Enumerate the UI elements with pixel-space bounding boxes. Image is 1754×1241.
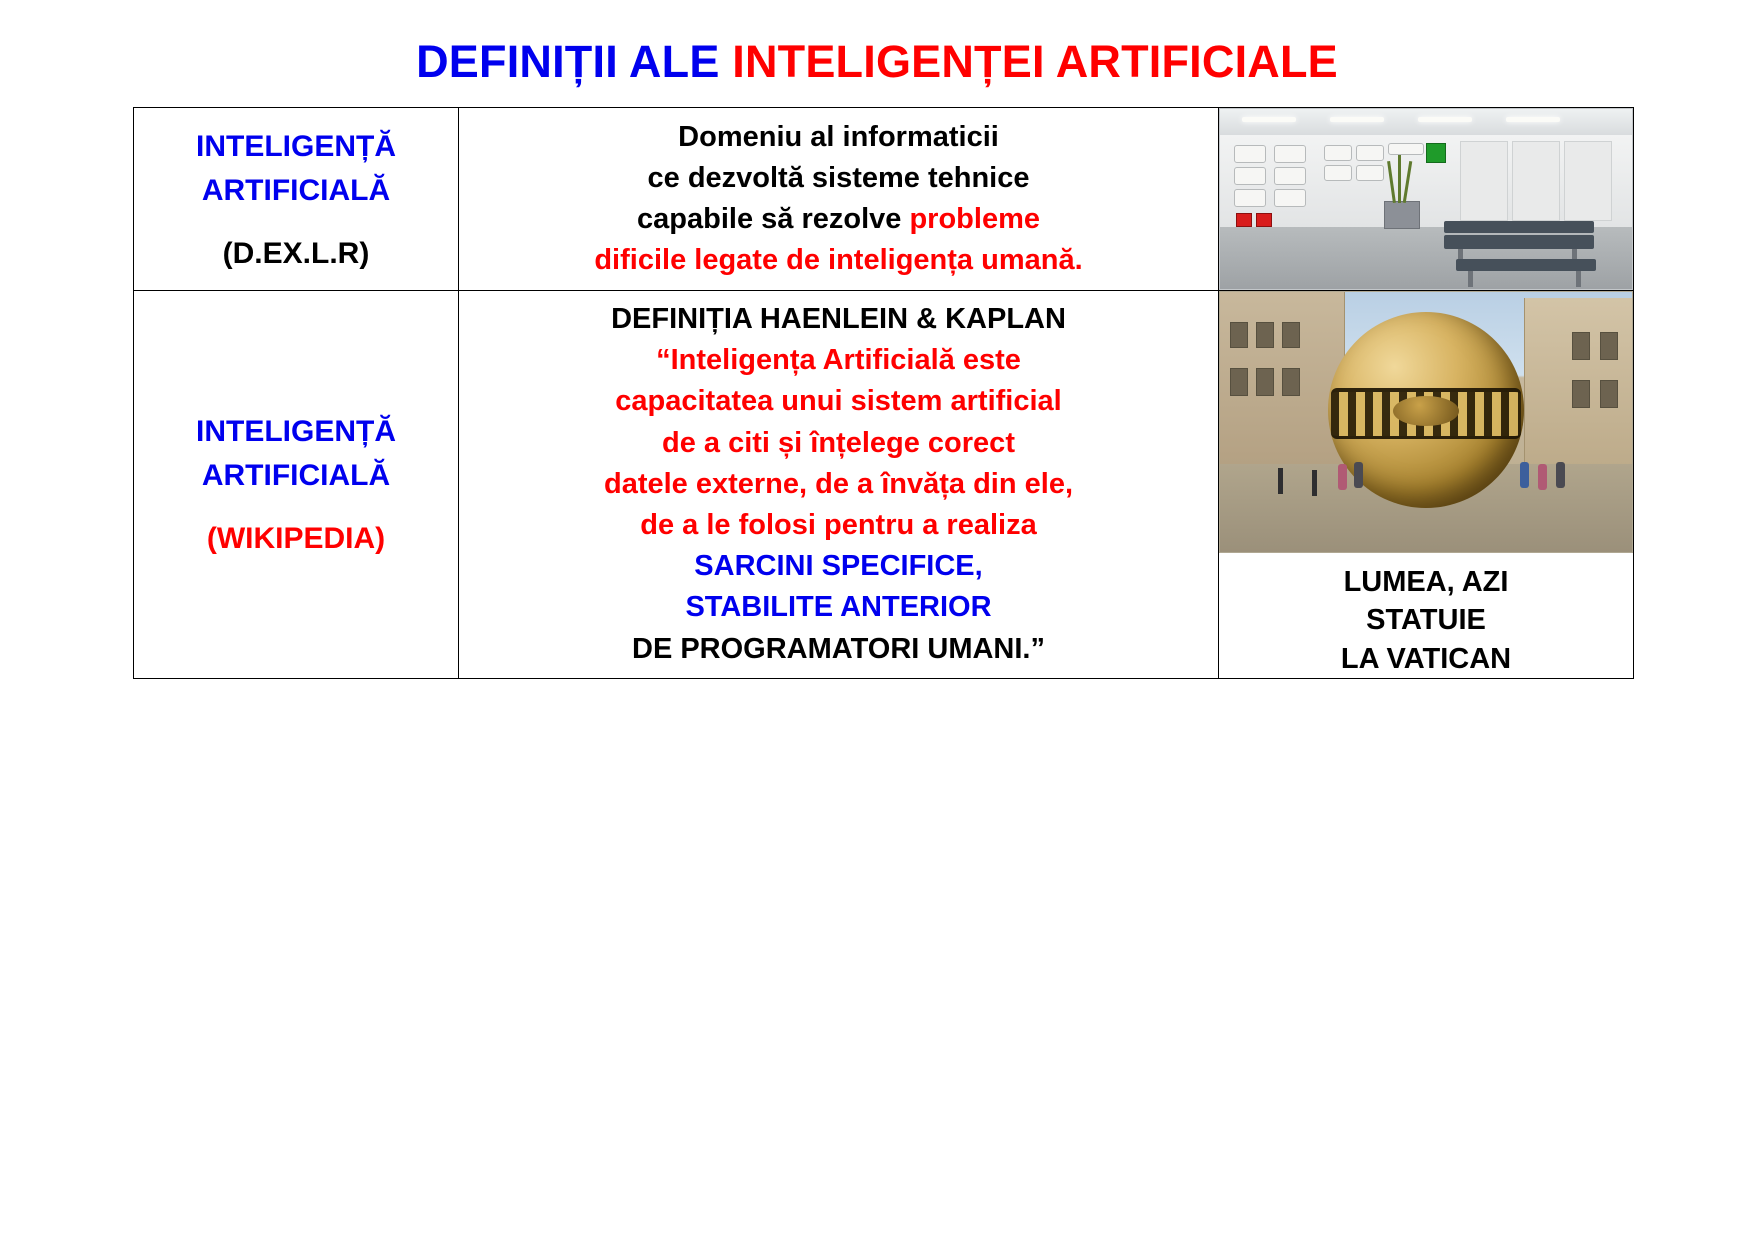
visitor [1556,462,1565,488]
window [1230,368,1248,396]
term-source: (D.EX.L.R) [222,237,370,270]
visitor [1520,462,1529,488]
definition-line: DE PROGRAMATORI UMANI.” [632,632,1045,665]
wall-panel [1460,141,1508,221]
wall-label [1388,143,1424,155]
red-sign [1256,213,1272,227]
term-cell-dexlr [134,108,459,291]
window [1282,322,1300,348]
table-row [134,291,1634,679]
visitor [1538,464,1547,490]
media-caption [1219,563,1633,678]
definition-line: dificile legate de inteligența umană. [594,244,1083,277]
ceiling-light [1506,117,1560,122]
page-title-part1: DEFINIȚII ALE [416,36,733,87]
visitor [1354,462,1363,488]
definition-cell-dexlr [459,108,1219,291]
plant-leaf [1398,155,1401,203]
window [1572,332,1590,360]
window [1600,380,1618,408]
definition-line: STABILITE ANTERIOR [685,591,992,624]
ceiling-light [1418,117,1472,122]
definition-line: de a citi și înțelege corect [662,426,1015,459]
bollard [1312,470,1317,496]
planter [1384,201,1420,229]
definition-cell-wikipedia [459,291,1219,679]
window [1572,380,1590,408]
media-cell-hall [1219,108,1634,291]
page-title [0,36,1754,88]
wall-sign [1274,145,1306,163]
wall-sign [1356,165,1384,181]
ceiling [1220,109,1632,136]
seat-row [1456,259,1596,271]
definition-line: “Inteligența Artificială este [656,344,1021,377]
seat-leg [1468,271,1473,287]
window [1282,368,1300,396]
wall-sign [1324,165,1352,181]
definition-line: ce dezvoltă sisteme tehnice [647,161,1030,194]
ceiling-light [1242,117,1296,122]
definition-line: capacitatea unui sistem artificial [615,385,1062,418]
wall-sign [1234,167,1266,185]
seat-backrest [1444,221,1594,233]
term-line-1: INTELIGENȚĂ [196,130,396,163]
window [1600,332,1618,360]
green-wall-marker [1426,143,1446,163]
inner-sphere [1393,396,1459,426]
visitor [1338,464,1347,490]
definition-line: Domeniu al informaticii [678,120,999,153]
caption-line-3: LA VATICAN [1340,642,1512,675]
table-row [134,108,1634,291]
vatican-sphere-within-sphere-statue-photo [1219,291,1633,553]
window [1230,322,1248,348]
definition-line [459,199,1218,240]
definition-line-head: capabile să rezolve [637,203,910,235]
wall-sign [1356,145,1384,161]
window [1256,368,1274,396]
media-cell-sphere [1219,291,1634,679]
wall-sign [1274,189,1306,207]
definition-line-tail: probleme [909,203,1040,235]
page-title-part2: INTELIGENȚEI ARTIFICIALE [732,36,1338,87]
definition-line: datele externe, de a învăța din ele, [603,467,1074,500]
caption-line-1: LUMEA, AZI [1343,566,1509,598]
term-line-2: ARTIFICIALĂ [201,173,391,207]
wall-sign [1274,167,1306,185]
definition-line: de a le folosi pentru a realiza [640,508,1037,541]
red-sign [1236,213,1252,227]
wall-panel [1564,141,1612,221]
seat-leg [1576,271,1581,287]
definition-heading: DEFINIȚIA HAENLEIN & KAPLAN [611,303,1066,336]
seat-row [1444,235,1594,249]
caption-line-2: STATUIE [1366,604,1486,637]
wall-sign [1234,189,1266,207]
window [1256,322,1274,348]
bollard [1278,468,1283,494]
wall-panel [1512,141,1560,221]
definitions-table [133,107,1634,679]
wall-sign [1234,145,1266,163]
ceiling-light [1330,117,1384,122]
term-line-1: INTELIGENȚĂ [196,415,396,449]
term-line-2: ARTIFICIALĂ [201,458,391,492]
term-source: (WIKIPEDIA) [206,522,386,556]
airport-waiting-hall-photo [1219,108,1633,290]
definition-line: SARCINI SPECIFICE, [694,550,983,583]
wall-sign [1324,145,1352,161]
term-cell-wikipedia [134,291,459,679]
